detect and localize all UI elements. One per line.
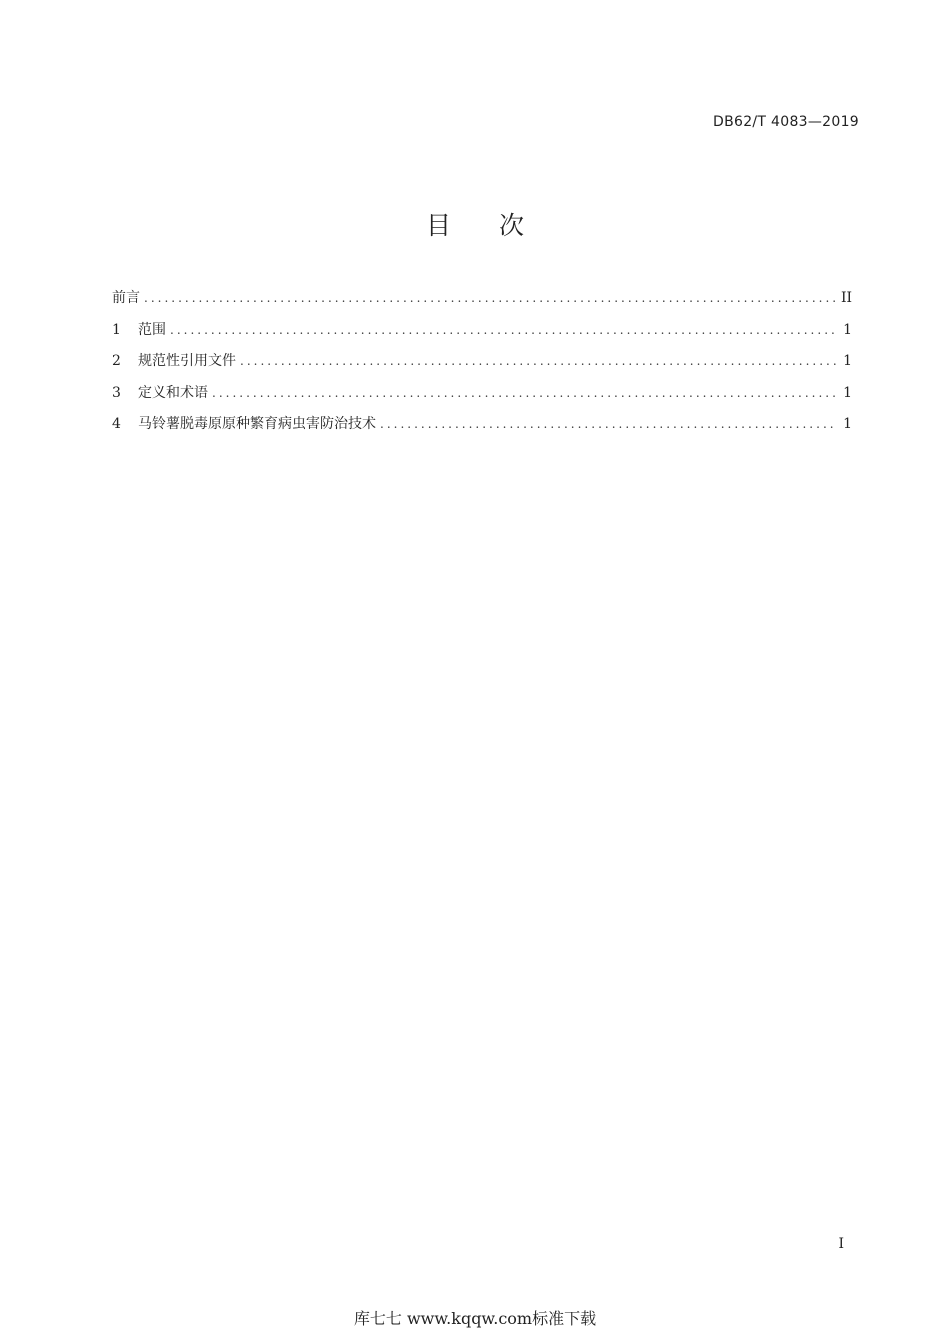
- toc-entry-label: 定义和术语: [138, 384, 208, 401]
- toc-dot-leader: [240, 354, 837, 368]
- toc-entry-normative-references[interactable]: [112, 350, 852, 382]
- toc-entry-label: 前言: [112, 290, 140, 306]
- toc-entry-page: 1: [843, 353, 852, 369]
- toc-entry-page: 1: [843, 321, 852, 338]
- toc-dot-leader: [380, 417, 837, 431]
- page-title: 目次: [425, 211, 572, 240]
- toc-dot-leader: [170, 323, 837, 337]
- document-code: DB62/T 4083—2019: [713, 114, 859, 130]
- toc-entry-number: 1: [112, 321, 121, 338]
- toc-entry-number: 2: [112, 353, 121, 369]
- toc-entry-number: 4: [112, 416, 121, 432]
- toc-entry-foreword[interactable]: [112, 287, 852, 319]
- toc-entry-page: 1: [843, 384, 852, 401]
- toc-entry-page: II: [840, 290, 852, 306]
- page-number: I: [838, 1236, 844, 1252]
- toc-dot-leader: [144, 291, 835, 305]
- toc-entry-definitions[interactable]: [112, 382, 852, 414]
- footer-watermark: 库七七 www.kqqw.com标准下载: [353, 1309, 597, 1328]
- toc-entry-scope[interactable]: [112, 319, 852, 351]
- toc-entry-label: 马铃薯脱毒原原种繁育病虫害防治技术: [138, 416, 376, 432]
- toc-dot-leader: [212, 386, 837, 400]
- toc-entry-label: 规范性引用文件: [138, 353, 236, 369]
- toc-entry-number: 3: [112, 384, 121, 401]
- toc-entry-pest-control[interactable]: [112, 413, 852, 445]
- table-of-contents: [112, 287, 852, 445]
- toc-entry-page: 1: [843, 416, 852, 432]
- toc-entry-label: 范围: [138, 321, 166, 338]
